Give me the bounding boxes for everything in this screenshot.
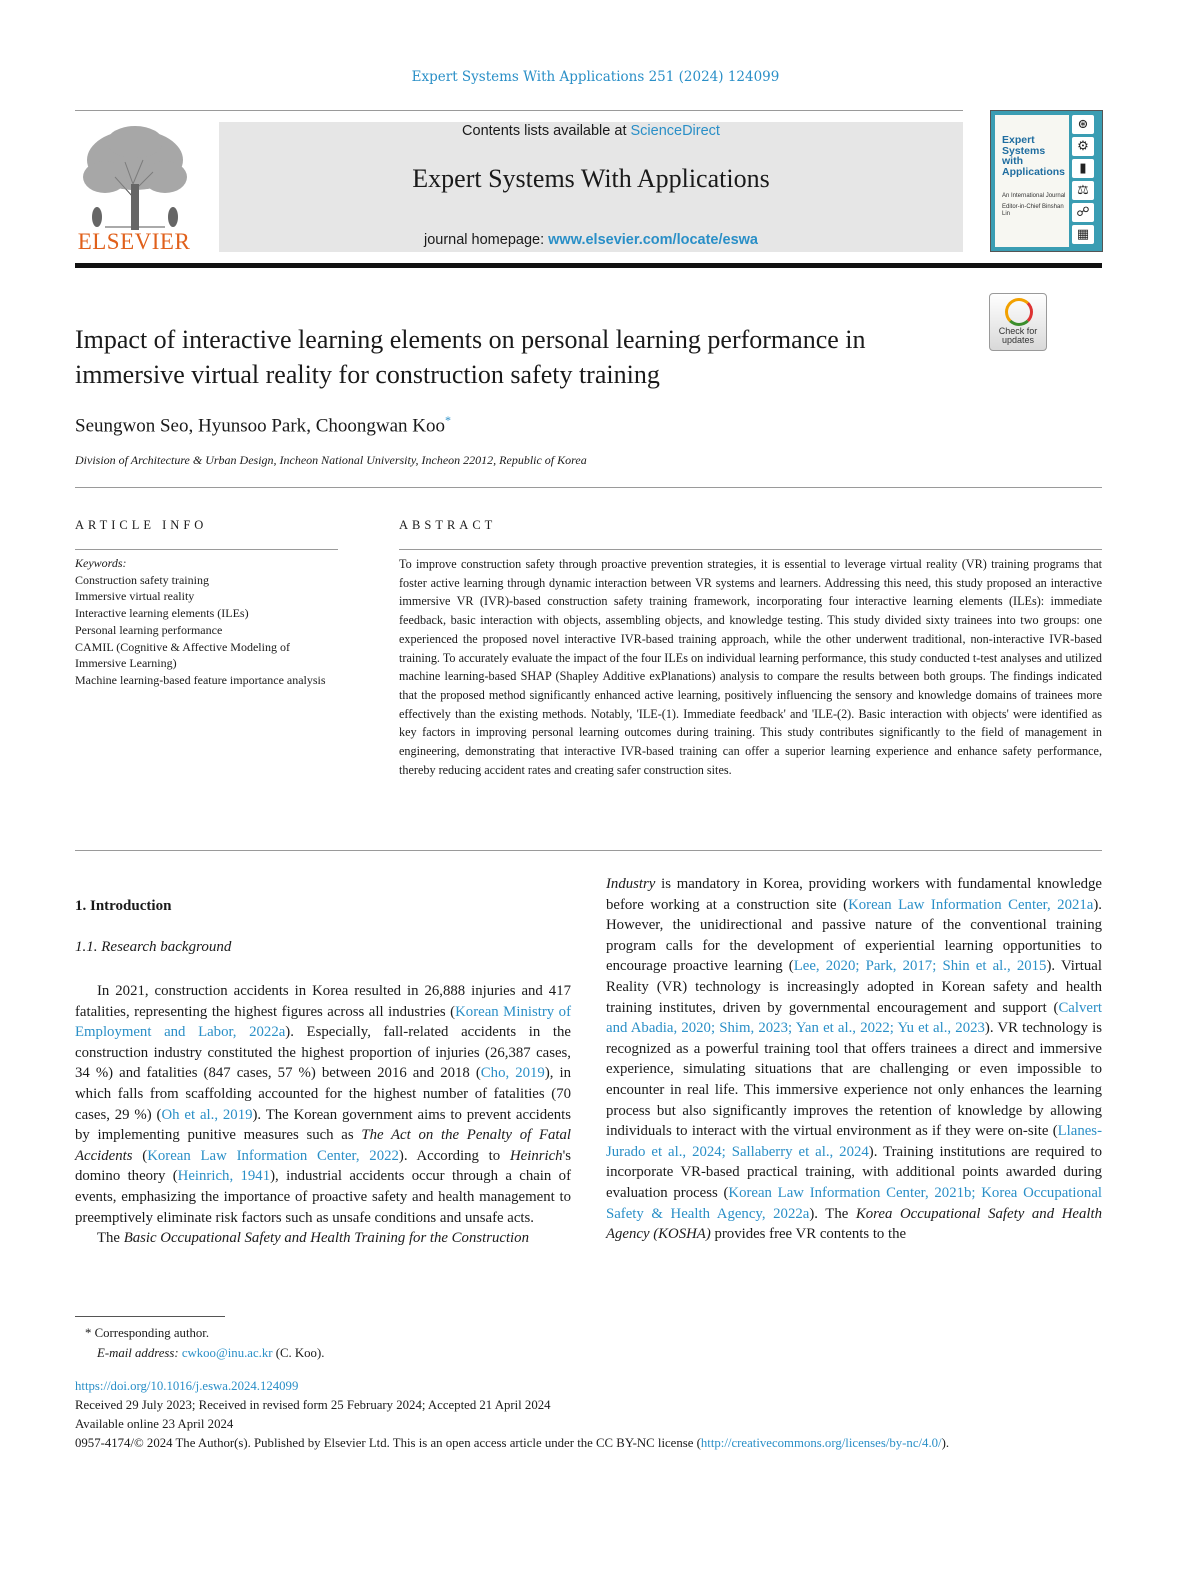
text-run: ). The Korean government aims to prevent accidents by implementing punitive measures such as <box>75 1106 571 1144</box>
license-suffix: ). <box>941 1436 950 1450</box>
keyword-item: Machine learning-based feature importance analysis <box>75 672 326 687</box>
body-left-column <box>75 981 571 1249</box>
homepage-prefix: journal homepage: <box>424 232 549 248</box>
text-run: ( <box>132 1147 148 1164</box>
bookmark-ring-icon <box>1005 298 1033 326</box>
corresponding-footnote <box>75 1323 324 1363</box>
affiliation: Division of Architecture & Urban Design, Incheon National University, Incheon 22012, Republic of Korea <box>75 453 587 467</box>
publication-info <box>75 1377 1102 1453</box>
cover-subtitle-text: An International Journal <box>1002 193 1066 199</box>
article-title: Impact of interactive learning elements on personal learning performance in immersive virtual reality for construction safety training <box>75 325 866 389</box>
italic-text: Korea Occupational Safety and Health Agency (KOSHA) <box>606 1205 1102 1243</box>
scales-icon: ⚖ <box>1072 181 1094 200</box>
journal-homepage-line <box>219 232 963 248</box>
tree-icon <box>75 122 195 232</box>
contents-available-line <box>219 123 963 139</box>
chip-icon: ▦ <box>1072 225 1094 244</box>
available-online: Available online 23 April 2024 <box>75 1417 234 1431</box>
abstract-rule <box>399 549 1102 550</box>
text-run: The <box>97 1230 124 1247</box>
sciencedirect-link[interactable]: ScienceDirect <box>630 123 720 139</box>
text-run: ), in which falls from scaffolding accounted for the highest number of fatalities (70 cases, 29 %) ( <box>75 1065 571 1123</box>
cover-title-line: Expert <box>1002 134 1035 146</box>
body-paragraph <box>75 1228 571 1249</box>
doi-link[interactable]: https://doi.org/10.1016/j.eswa.2024.124099 <box>75 1379 299 1393</box>
publication-history: Received 29 July 2023; Received in revised form 25 February 2024; Accepted 21 April 2024 <box>75 1398 551 1412</box>
citation-link[interactable]: Oh et al., 2019 <box>161 1106 253 1123</box>
email-label: E-mail address: <box>97 1346 179 1360</box>
license-link[interactable]: http://creativecommons.org/licenses/by-nc/4.0/ <box>700 1436 942 1450</box>
citation-link[interactable]: Calvert and Abadia, 2020; Shim, 2023; Yan et al., 2022; Yu et al., 2023 <box>606 999 1102 1037</box>
license-prefix: 0957-4174/© 2024 The Author(s). Published by Elsevier Ltd. This is an open access article under the CC BY-NC license ( <box>75 1436 701 1450</box>
cover-title <box>1002 135 1070 177</box>
author-email-link[interactable]: cwkoo@inu.ac.kr <box>181 1346 273 1360</box>
text-run: ), industrial accidents occur through a chain of events, emphasizing the importance of proactive safety and health management to preemptively eliminate risk factors such as unsafe conditions and unsafe acts. <box>75 1168 571 1226</box>
abstract-bottom-rule <box>75 850 1102 851</box>
robot-arm-icon: ☍ <box>1072 203 1094 222</box>
citation-link[interactable]: Korean Ministry of Employment and Labor, 2022a <box>75 1003 571 1041</box>
text-run: ). Virtual Reality (VR) technology is increasingly adopted in Korean safety and health training institutes, driven by governmental encouragement and support ( <box>606 958 1102 1016</box>
text-run: ). According to <box>398 1147 510 1164</box>
cover-title-line: Applications <box>1002 165 1066 178</box>
italic-text: The Act on the Penalty of Fatal Accidents <box>75 1127 571 1164</box>
text-run: ). VR technology is recognized as a powerful training tool that offers trainees a direct and immersive experience, simulating situations that are challenging or even impossible to encounter in real life. This immersive experience not only enhances the learning process but also significantly improves the retention of knowledge by allowing individuals to interact with the virtual environment as if they were on-site ( <box>606 1020 1102 1140</box>
author-list: Seungwon Seo, Hyunsoo Park, Choongwan Koo* <box>75 413 451 437</box>
journal-cover-thumbnail[interactable] <box>990 110 1103 252</box>
citation-link[interactable]: Korean Law Information Center, 2021a <box>848 896 1094 913</box>
body-paragraph <box>606 874 1102 1245</box>
contents-prefix: Contents lists available at <box>462 123 631 139</box>
gear-icon: ⚙ <box>1072 137 1094 156</box>
body-paragraph <box>75 981 571 1228</box>
affiliation-divider <box>75 487 1102 488</box>
text-run: ). However, the unidirectional and passive nature of the conventional training program calls for the development of experiential learning opportunities to encourage proactive learning ( <box>606 896 1102 975</box>
cover-panel <box>995 115 1069 247</box>
text-run: ). Training institutions are required to incorporate VR-based practical training, with additional points awarded during evaluation process ( <box>606 1143 1102 1201</box>
masthead-thick-rule <box>75 263 1102 268</box>
cover-icon-strip <box>1071 115 1097 247</box>
citation-link[interactable]: Lee, 2020; Park, 2017; Shin et al., 2015 <box>793 958 1047 975</box>
bar-chart-icon: ▮ <box>1072 159 1094 178</box>
email-suffix: (C. Koo). <box>272 1346 325 1360</box>
cover-editor-line: Editor-in-Chief Binshan Lin <box>1002 204 1064 217</box>
footnote-rule <box>75 1316 225 1317</box>
italic-text: Industry <box>606 876 656 892</box>
text-run: is mandatory in Korea, providing workers with fundamental knowledge before working at a construction site ( <box>606 876 1102 913</box>
italic-text: Basic Occupational Safety and Health Training for the Construction <box>123 1230 529 1247</box>
citation-link[interactable]: Korean Law Information Center, 2021b; Korea Occupational Safety & Health Agency, 2022a <box>606 1184 1102 1222</box>
author-name[interactable]: Seungwon Seo <box>75 415 189 437</box>
cover-title-line: with <box>1002 155 1023 167</box>
keyword-item: CAMIL (Cognitive & Affective Modeling of Immersive Learning) <box>75 639 290 671</box>
check-updates-label: Check for updates <box>998 326 1038 345</box>
italic-text: Heinrich <box>509 1147 563 1164</box>
footnote-corresponding: Corresponding author. <box>94 1326 210 1340</box>
elsevier-wordmark[interactable]: ELSEVIER <box>77 229 191 254</box>
keywords-block <box>75 555 338 689</box>
author-name[interactable]: Hyunsoo Park <box>197 415 307 437</box>
journal-name: Expert Systems With Applications <box>412 164 770 193</box>
text-run: In 2021, construction accidents in Korea resulted in 26,888 injuries and 417 fatalities, representing the highest figures across all industries ( <box>75 983 571 1020</box>
keyword-item: Construction safety training <box>75 572 209 587</box>
citation-link[interactable]: Heinrich, 1941 <box>177 1168 271 1185</box>
abstract-heading: ABSTRACT <box>399 518 497 532</box>
license-line <box>75 1434 1102 1453</box>
body-right-column <box>606 874 1102 1245</box>
journal-homepage-link[interactable]: www.elsevier.com/locate/eswa <box>548 232 758 248</box>
corresponding-marker[interactable]: * <box>445 413 451 427</box>
check-for-updates-badge[interactable] <box>989 293 1047 351</box>
keyword-item: Interactive learning elements (ILEs) <box>75 606 249 621</box>
steering-icon: ⊛ <box>1072 115 1094 134</box>
text-run: provides free VR contents to the <box>710 1226 907 1243</box>
citation-link[interactable]: Llanes-Jurado et al., 2024; Sallaberry et al., 2024 <box>606 1123 1102 1160</box>
header-divider <box>75 110 963 111</box>
article-info-heading: ARTICLE INFO <box>75 518 208 532</box>
citation-link[interactable]: Cho, 2019 <box>480 1065 545 1082</box>
cover-title-line: Systems <box>1002 144 1046 157</box>
text-run: 's domino theory ( <box>75 1147 571 1185</box>
abstract-text: To improve construction safety through proactive prevention strategies, it is essential to leverage virtual reality (VR) training programs that foster active learning through dynamic interaction between VR systems and learners. Addressing this need, this study proposed an interactive immersive VR (IVR)-based construction safety training framework, incorporating four interactive learning elements (ILEs): immediate feedback, basic interaction with objects, assembling objects, and knowledge testing. This study divided sixty trainees into two groups: one experienced the proposed novel interactive IVR-based training approach, while the other underwent traditional, non-interactive IVR-based training. To accurately evaluate the impact of the four ILEs on individual learning performance, this study conducted t-test analyses and utilized machine learning-based SHAP (Shapley Additive exPlanations) analysis to compare the results between both groups. The findings indicated that the proposed method significantly enhanced active learning, positively influencing the sensory and knowledge domains of trainees more effectively than the existing methods. Notably, 'ILE-(1). Immediate feedback' and 'ILE-(2). Basic interaction with objects' were identified as key factors in improving personal learning outcomes during training. This study contributes significantly to the field of management in engineering, demonstrating that interactive IVR-based training can offer a superior learning experience and enhance safety performance, thereby reducing accident rates and creating safer construction sites. <box>399 557 1102 777</box>
text-run: ). The <box>809 1205 856 1222</box>
keyword-item: Personal learning performance <box>75 622 223 637</box>
article-info-rule <box>75 549 338 550</box>
keyword-item: Immersive virtual reality <box>75 589 195 604</box>
author-name[interactable]: Choongwan Koo <box>315 415 445 437</box>
text-run: ). Especially, fall-related accidents in the construction industry constituted the highest proportion of injuries (26,387 cases, 34 %) and fatalities (847 cases, 57 %) between 2016 and 2018 ( <box>75 1024 571 1082</box>
citation-link[interactable]: Korean Law Information Center, 2022 <box>147 1147 399 1164</box>
keywords-label: Keywords: <box>75 556 127 570</box>
subsection-heading-research-background: 1.1. Research background <box>75 939 232 955</box>
footnote-marker: * <box>85 1326 92 1340</box>
running-header[interactable]: Expert Systems With Applications 251 (2024) 124099 <box>411 69 780 85</box>
section-heading-introduction: 1. Introduction <box>75 898 172 914</box>
cover-subtitle <box>1002 193 1070 218</box>
